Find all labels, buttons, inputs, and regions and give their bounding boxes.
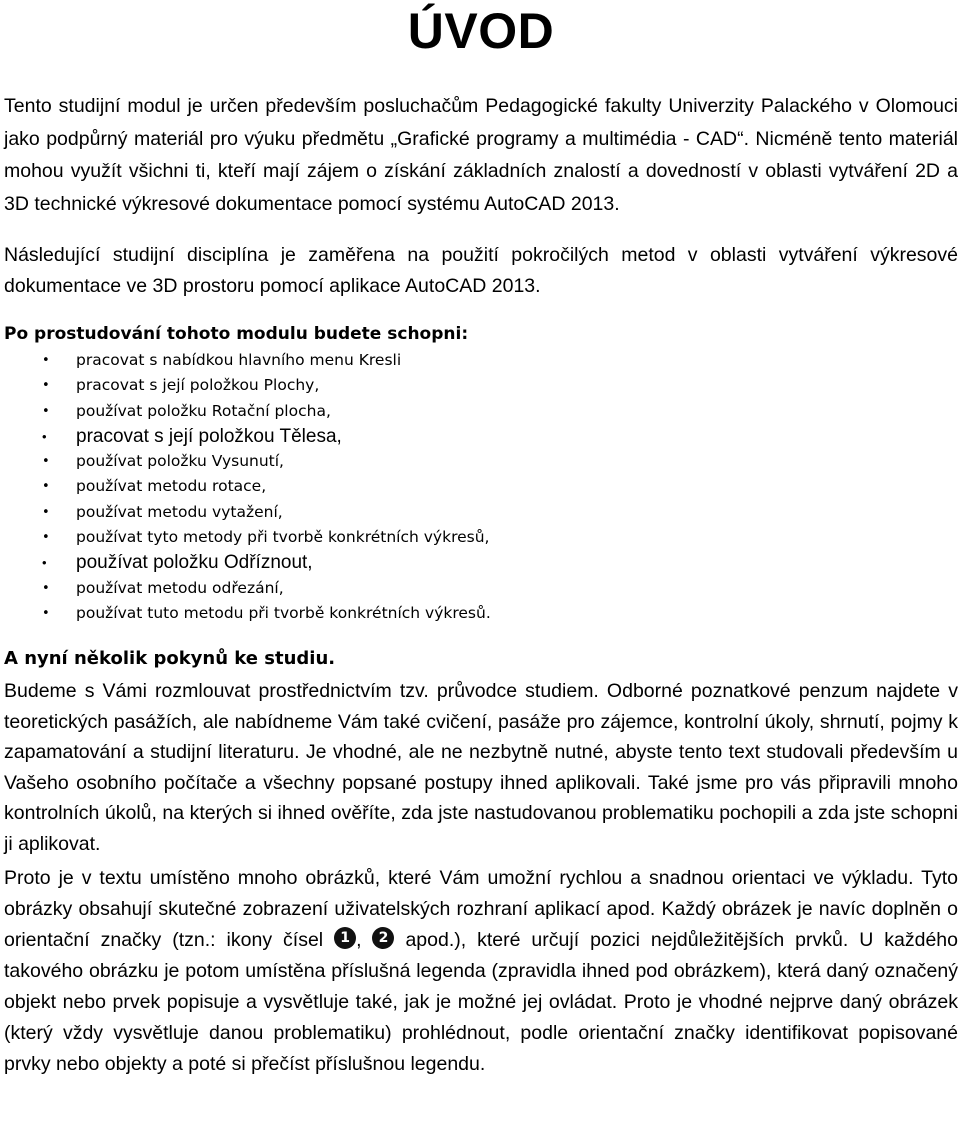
list-item: • používat položku Vysunutí,	[4, 449, 958, 474]
list-item: • používat tyto metody při tvorbě konkrétních výkresů,	[4, 525, 958, 550]
objectives-heading: Po prostudování tohoto modulu budete schopni:	[4, 324, 469, 344]
list-item: • používat položku Rotační plocha,	[4, 399, 958, 424]
bullet-icon: •	[42, 479, 50, 495]
study-guidance-heading: A nyní několik pokynů ke studiu.	[4, 648, 336, 670]
images-paragraph: Proto je v textu umístěno mnoho obrázků, které Vám umožní rychlou a snadnou orientaci ve výkladu. Tyto obrázky obsahují skutečné zobrazení uživatelských rozhraní aplikací apod. Každý obrázek je navíc doplněn o orientační značky (tzn.: ikony čísel 1 , 2 apod.), které určují pozici nejdůležitějších prvků. U každého takového obrázku je potom umístěna příslušná legenda (zpravidla ihned pod obrázkem), která daný označený objekt nebo prvek popisuje a vysvětluje také, jak je možné jej ovládat. Proto je vhodné nejprve daný obrázek (který vždy vysvětluje danou problematiku) prohlédnout, podle orientační značky identifikovat popisované prvky nebo objekty a poté si přečíst příslušnou legendu.	[4, 867, 959, 1076]
bullet-icon: •	[42, 353, 50, 368]
discipline-paragraph: Následující studijní disciplína je zaměřena na použití pokročilých metod v oblasti vytváření výkresové dokumentace ve 3D prostoru pomocí aplikace AutoCAD 2013.	[4, 244, 958, 297]
document-page	[4, 0, 958, 1080]
bullet-icon: •	[42, 555, 47, 571]
number-one-marker-icon: 1	[334, 927, 356, 949]
bullet-icon: •	[42, 530, 50, 546]
bullet-icon: •	[42, 428, 47, 444]
guidance-paragraph: Budeme s Vámi rozmlouvat prostřednictvím tzv. průvodce studiem. Odborné poznatkové penzum najdete v teoretických pasážích, ale nabídneme Vám také cvičení, pasáže pro zájemce, kontrolní úkoly, shrnutí, pojmy k zapamatování a studijní literaturu. Je vhodné, ale ne nezbytně nutné, abyste tento text studovali především u Vašeho osobního počítače a všechny popsané postupy ihned aplikovali. Také jsme pro vás připravili mnoho kontrolních úkolů, na kterých si ihned ověříte, zda jste nastudovanou problematiku pochopili a zda jste schopni ji aplikovat.	[4, 680, 958, 855]
list-item: • používat metodu rotace,	[4, 474, 958, 499]
number-two-marker-icon: 2	[372, 927, 394, 949]
bullet-icon: •	[42, 403, 50, 419]
list-item: • používat položku Odříznout,	[42, 552, 313, 574]
list-item: • pracovat s její položkou Plochy,	[4, 373, 958, 398]
list-item: • pracovat s její položkou Tělesa,	[42, 425, 342, 447]
bullet-icon: •	[42, 605, 50, 621]
intro-paragraph: Tento studijní modul je určen především posluchačům Pedagogické fakulty Univerzity Palackého v Olomouci jako podpůrný materiál pro výuku předmětu „Grafické programy a multimédia - CAD“. Nicméně tento materiál mohou využít všichni ti, kteří mají zájem o získání základních znalostí a dovedností v oblasti vytváření 2D a 3D technické výkresové dokumentace pomocí systému AutoCAD 2013.	[4, 95, 958, 215]
list-item: • používat tuto metodu při tvorbě konkrétních výkresů.	[4, 601, 958, 626]
objectives-list	[4, 348, 958, 626]
bullet-icon: •	[42, 378, 50, 394]
bullet-icon: •	[42, 580, 50, 596]
list-item: • používat metodu vytažení,	[4, 500, 958, 525]
bullet-icon: •	[42, 504, 50, 520]
list-item: • pracovat s nabídkou hlavního menu Kresli	[4, 348, 958, 373]
page-title: ÚVOD	[407, 3, 555, 59]
list-item: • používat metodu odřezání,	[4, 576, 958, 601]
bullet-icon: •	[42, 454, 50, 470]
